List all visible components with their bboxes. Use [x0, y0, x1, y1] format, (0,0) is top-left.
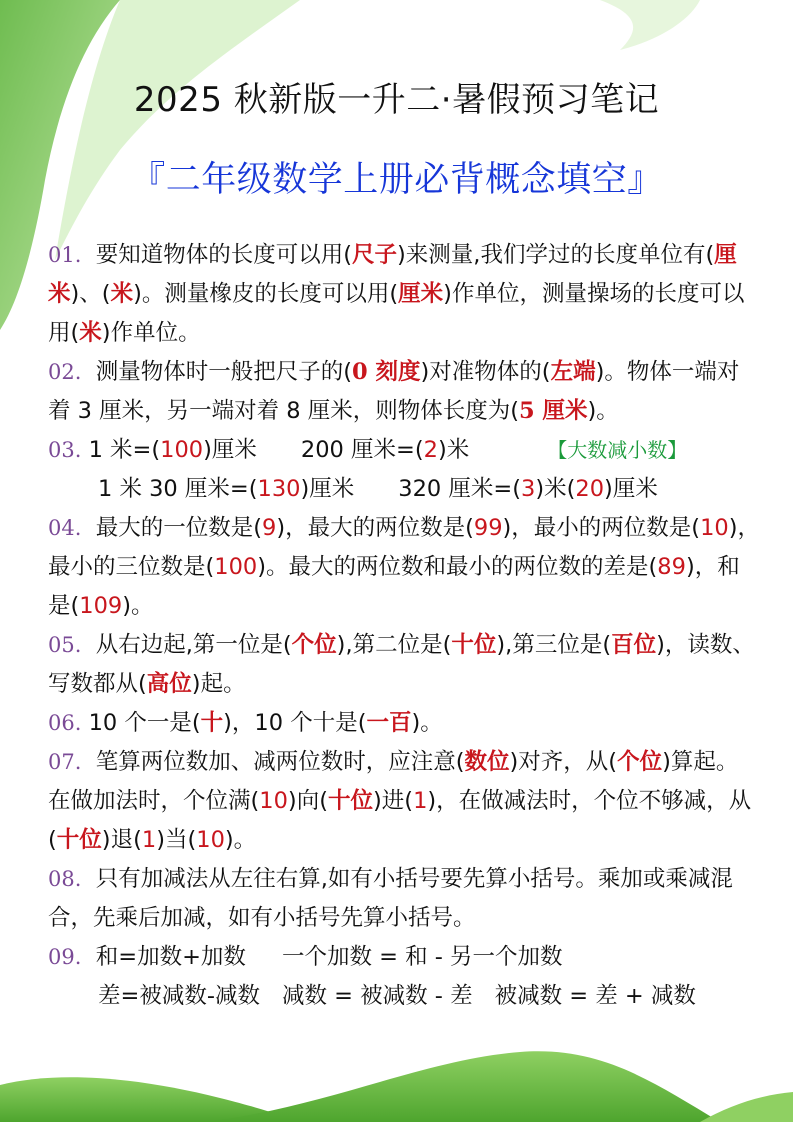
item-06	[48, 704, 760, 743]
formula: 差=被减数-减数	[98, 983, 260, 1009]
formula: 和=加数+加数	[95, 944, 246, 970]
page-subtitle: 『二年级数学上册必背概念填空』	[130, 160, 663, 200]
text: )厘米	[300, 476, 355, 502]
answer: 十	[200, 710, 224, 736]
item-number: 04.	[48, 516, 82, 540]
item-09	[48, 938, 760, 977]
text: )，最小的两位数是(	[502, 515, 701, 541]
text: )当(	[156, 827, 197, 853]
text: 测量物体时一般把尺子的(	[95, 359, 352, 385]
text: )，10 个十是(	[223, 710, 367, 736]
text: )对准物体的(	[420, 359, 551, 385]
item-number: 05.	[48, 633, 82, 657]
answer: 左端	[550, 359, 596, 385]
text: )。测量橡皮的长度可以用(	[133, 281, 399, 307]
answer: 高位	[146, 671, 192, 697]
answer: 十位	[451, 632, 497, 658]
text: )、(	[70, 281, 111, 307]
text: )。	[224, 827, 257, 853]
answer: 1	[413, 788, 428, 814]
text: )来测量,我们学过的长度单位有(	[397, 242, 715, 268]
text: )退(	[101, 827, 142, 853]
text: 320 厘米=(	[398, 476, 522, 502]
item-05	[48, 626, 760, 704]
formula: 减数 = 被减数 - 差	[281, 983, 473, 1009]
item-number: 08.	[48, 867, 82, 891]
item-08	[48, 860, 760, 938]
answer: 1	[141, 827, 157, 853]
text: )，最小的三位数是(	[48, 515, 761, 580]
item-number: 07.	[48, 750, 82, 774]
answer: 百位	[611, 632, 657, 658]
item-04	[48, 509, 760, 626]
text: )作单位。	[101, 320, 201, 346]
text: 200 厘米=(	[300, 437, 424, 463]
formula: 被减数 = 差 + 减数	[494, 983, 696, 1009]
answer: 99	[473, 515, 503, 541]
answer: 厘米	[398, 281, 444, 307]
item-number: 06.	[48, 711, 82, 735]
text: ),第二位是(	[336, 632, 452, 658]
answer: 厘米	[48, 242, 737, 307]
answer: 2	[423, 437, 438, 463]
text: )向(	[287, 788, 328, 814]
text: )进(	[373, 788, 414, 814]
item-01	[48, 236, 760, 353]
text: )米(	[535, 476, 576, 502]
text: )厘米	[203, 437, 257, 463]
text: )，读数、写数都从(	[48, 632, 755, 697]
answer: 数位	[464, 749, 510, 775]
text: )起。	[191, 671, 246, 697]
text: )，最大的两位数是(	[276, 515, 474, 541]
answer: 3	[521, 476, 536, 502]
answer: 个位	[291, 632, 337, 658]
answer: 十位	[327, 788, 373, 814]
text: )。	[587, 398, 619, 424]
item-07	[48, 743, 760, 860]
text: 要知道物体的长度可以用(	[95, 242, 352, 268]
answer: 米	[79, 320, 102, 346]
answer: 9	[262, 515, 277, 541]
text: )。最大的两位数和最小的两位数的差是(	[257, 554, 658, 580]
answer: 109	[79, 593, 123, 619]
text: 1 米=(	[88, 437, 161, 463]
item-number: 09.	[48, 945, 82, 969]
answer: 100	[160, 437, 204, 463]
page-title: 2025 秋新版一升二·暑假预习笔记	[133, 80, 660, 120]
text: )，在做减法时，个位不够减，从(	[48, 788, 752, 853]
text: )，和是(	[48, 554, 740, 619]
answer: 89	[657, 554, 686, 580]
text: 只有加减法从左往右算,如有小括号要先算小括号。乘加或乘减混合，先乘后加减，如有小括号先算小括号。	[48, 866, 733, 931]
answer: 个位	[617, 749, 663, 775]
text: 1 米 30 厘米=(	[98, 476, 258, 502]
answer: 10	[259, 788, 288, 814]
text: 10 个一是(	[88, 710, 201, 736]
text: )。	[411, 710, 443, 736]
text: )米	[437, 437, 470, 463]
text: )对齐，从(	[509, 749, 618, 775]
text: )作单位，测量操场的长度可以用(	[48, 281, 745, 346]
text: )厘米	[604, 476, 658, 502]
answer: 米	[110, 281, 134, 307]
answer: 130	[257, 476, 301, 502]
answer: 十位	[56, 827, 102, 853]
text: )。物体一端对着 3 厘米，另一端对着 8 厘米，则物体长度为(	[48, 359, 740, 424]
item-number: 01.	[48, 243, 82, 267]
hint-label: 【大数减小数】	[547, 438, 688, 462]
item-03	[48, 431, 760, 470]
answer: 10	[700, 515, 729, 541]
concept-list	[48, 236, 760, 1016]
text: ),第三位是(	[496, 632, 612, 658]
answer: 10	[196, 827, 225, 853]
answer: 一百	[366, 710, 412, 736]
item-02	[48, 353, 760, 431]
item-number: 02.	[48, 360, 82, 384]
text: 从右边起,第一位是(	[95, 632, 292, 658]
text: )算起。在做加法时，个位满(	[48, 749, 739, 814]
text: 笔算两位数加、减两位数时，应注意(	[95, 749, 465, 775]
item-09-line2	[48, 977, 760, 1016]
answer: 100	[214, 554, 258, 580]
item-03-line2	[48, 470, 760, 509]
answer: 尺子	[352, 242, 398, 268]
text: 最大的一位数是(	[95, 515, 262, 541]
item-number: 03.	[48, 438, 82, 462]
answer: 0 刻度	[352, 359, 421, 385]
answer: 5 厘米	[519, 398, 588, 424]
formula: 一个加数 = 和 - 另一个加数	[281, 944, 563, 970]
answer: 20	[575, 476, 605, 502]
text: )。	[122, 593, 154, 619]
